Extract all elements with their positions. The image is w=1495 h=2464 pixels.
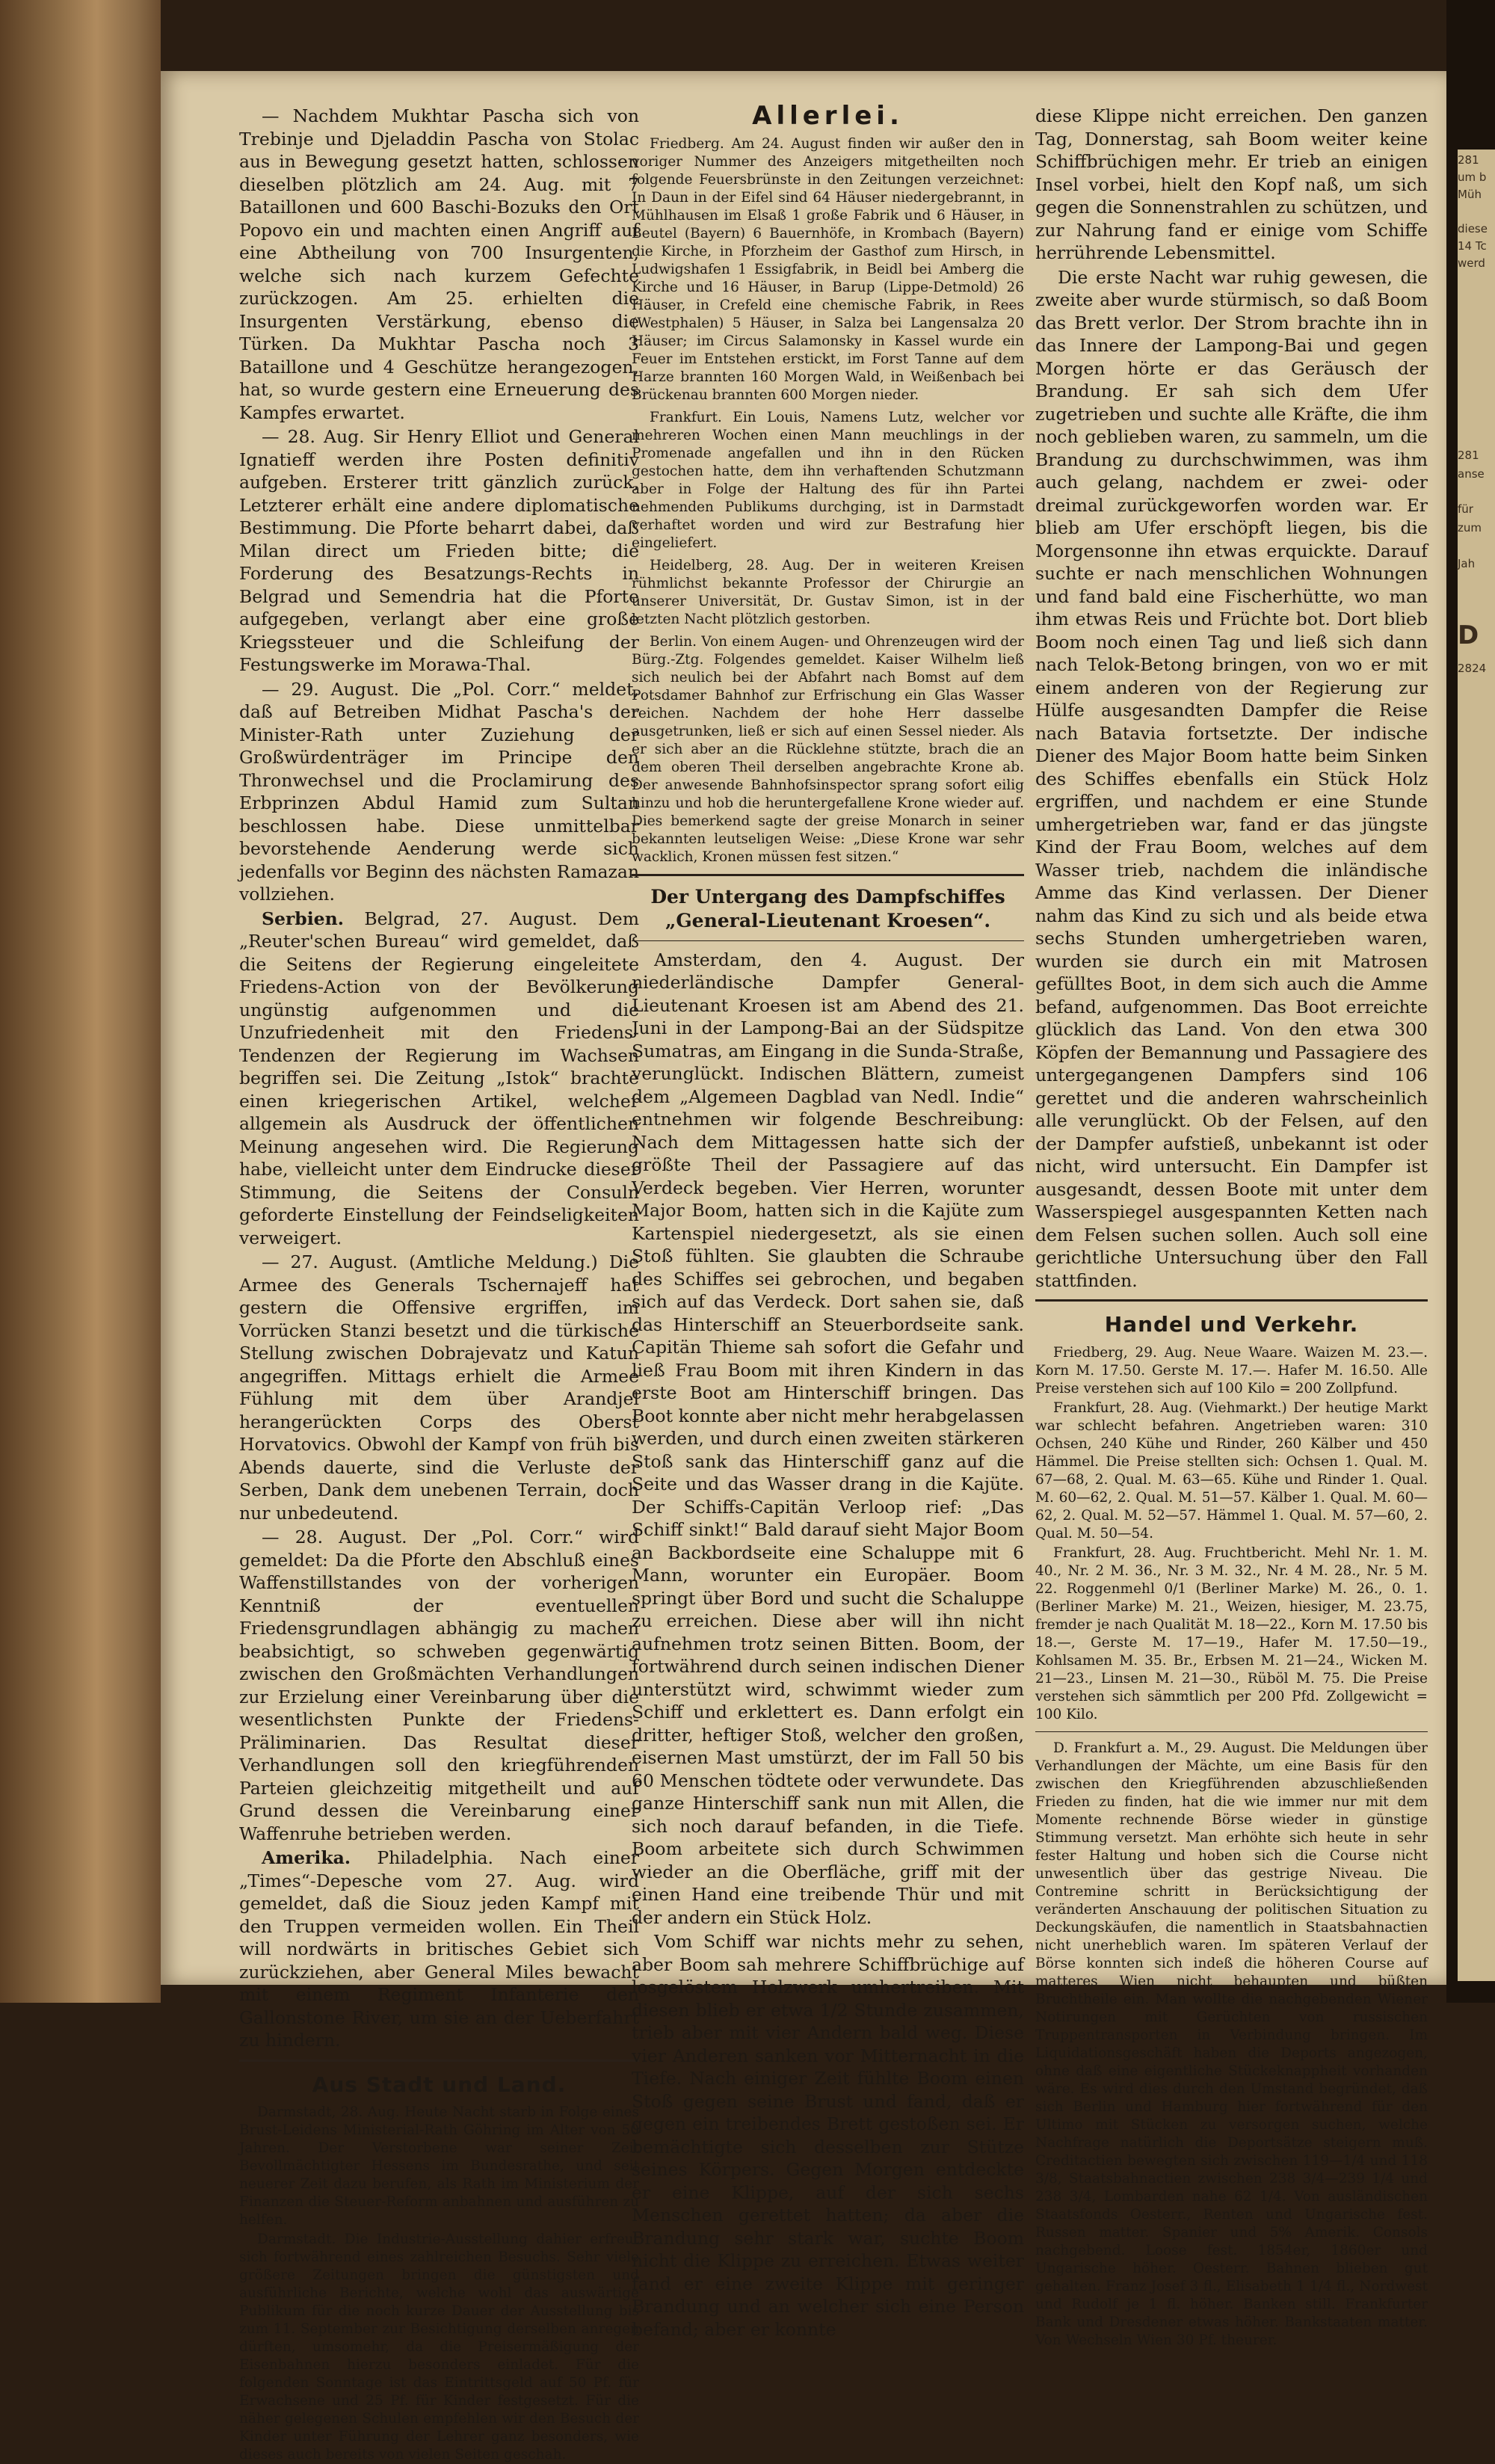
section-allerlei-title: Allerlei. xyxy=(752,101,904,131)
article-friedberg-feuer: Friedberg. Am 24. August finden wir außer den in voriger Nummer des Anzeigers mitgetheilten noch folgende Feuersbrünste in den Zeitungen verzeichnet: In Daun in der Eifel sind 64 Häuser niedergebrannt, in Mühlhausen im Elsaß 1 große Fabrik und 6 Häuser, in Beutel (Bayern) 6 Bauernhöfe, in Krombach (Bayern) die Kirche, in Pforzheim der Gasthof zum Hirsch, in Ludwigshafen 1 Essigfabrik, in Beidl bei Amberg die Kirche und 16 Häuser, in Barup (Lippe-Detmold) 26 Häuser, in Crefeld eine chemische Fabrik, in Rees (Westphalen) 5 Häuser, in Salza bei Langensalza 20 Häuser; im Circus Salamonsky in Kassel wurde ein Feuer im Entstehen erstickt, im Forst Tanne auf dem Harze brannten 160 Morgen Wald, in Weißenbach bei Brückenau brannten 600 Morgen nieder. xyxy=(632,135,1024,403)
section-untergang-title: Der Untergang des Dampfschiffes „General-Lieutenant Kroesen“. xyxy=(650,885,1005,931)
adjacent-fragment: 281 xyxy=(1458,153,1479,167)
section-amerika-title: Amerika. xyxy=(262,1847,351,1868)
adjacent-fragment: 2824 xyxy=(1458,662,1487,675)
article-untergang-part1: Amsterdam, den 4. August. Der niederländische Dampfer General-Lieutenant Kroesen ist am Abend des 21. Juni in der Lampong-Bai an der Südspitze Sumatras, am Eingang in die Sunda-Straße, verunglückt. Indischen Blättern, zumeist dem „Algemeen Dagblad van Nedl. Indie“ entnehmen wir folgende Beschreibung: Nach dem Mittagessen hatte sich der größte Theil der Passagiere auf das Verdeck begeben. Vier Herren, worunter Major Boom, hatten sich in die Kajüte zum Kartenspiel niedergesetzt, als sie einen Stoß fühlten. Sie glaubten die Schraube des Schiffes sei gebrochen, und begaben sich auf das Verdeck. Dort sahen sie, daß das Hinterschiff an Steuerbordseite sank. Capitän Thieme sah sofort die Gefahr und ließ Frau Boom mit ihren Kindern in das erste Boot am Hinterschiff bringen. Das Boot konnte aber nicht mehr herabgelassen werden, und durch einen zweiten stärkeren Stoß sank das Hinterschiff ganz auf die Seite und das Wasser drang in die Kajüte. Der Schiffs-Capitän Verloop rief: „Das Schiff sinkt!“ Bald darauf sieht Major Boom an Backbordseite eine Schaluppe mit 6 Mann, worunter ein Europäer. Boom springt über Bord und sucht die Schaluppe zu erreichen. Diese aber will ihn nicht aufnehmen trotz seinen Bitten. Boom, der fortwährend durch seinen indischen Diener unterstützt wird, schwimmt wieder zum Schiff und erklettert es. Dann erfolgt ein dritter, heftiger Stoß, welcher den großen, eisernen Mast umstürzt, der im Fall 50 bis 60 Menschen tödtete oder verwundete. Das ganze Hinterschiff sank nun mit Allen, die sich noch darauf befanden, in die Tiefe. Boom arbeitete sich durch Schwimmen wieder an die Oberfläche, griff mit der einen Hand eine treibende Thür und mit der andern ein Stück Holz. xyxy=(632,949,1024,1928)
stadt-und-land-block xyxy=(239,2104,639,2464)
article-untergang-cont2: Die erste Nacht war ruhig gewesen, die zweite aber wurde stürmisch, so daß Boom das Brett verlor. Der Strom brachte ihn in das Innere der Lampong-Bai und gegen Morgen hörte er das Geräusch der Brandung. Er sah sich dem Ufer zugetrieben und suchte alle Kräfte, die ihm noch geblieben waren, zu sammeln, um die Brandung zu durchschwimmen, was ihm auch gelang, nachdem er zwei- oder dreimal zurückgeworfen worden war. Er blieb am Ufer erschöpft liegen, bis die Morgensonne ihn etwas erquickte. Darauf suchte er nach menschlichen Wohnungen und fand bald eine Fischerhütte, wo man ihm etwas Reis und Früchte bot. Dort blieb Boom noch einen Tag und ließ sich dann nach Telok-Betong bringen, von wo er mit einem anderen von der Regierung zur Hülfe ausgesandten Dampfer die Reise nach Batavia fortsetzte. Der indische Diener des Major Boom hatte beim Sinken des Schiffes ebenfalls ein Stück Holz ergriffen, und nachdem er eine Stunde umhergetrieben war, fand er das jüngste Kind der Frau Boom, welches auf dem Wasser trieb, nachdem die inländische Amme das Kind verlassen. Der Diener nahm das Kind zu sich und als beide etwa sechs Stunden umhergetrieben waren, wurden sie durch ein mit Matrosen gefülltes Boot, in dem sich auch die Amme befand, aufgenommen. Das Boot erreichte glücklich das Land. Von den etwa 300 Köpfen der Bemannung und Passagiere des untergegangenen Dampfers sind 106 gerettet und die anderen wahrscheinlich alle verunglückt. Ob der Felsen, auf den der Dampfer aufstieß, unbekannt ist oder nicht, wird untersucht. Ein Dampfer ist ausgesandt, dessen Boote mit unter dem Wasserspiegel ausgespannten Ketten nach dem Felsen suchen sollen. Auch soll eine gerichtliche Untersuchung über den Fall stattfinden. xyxy=(1035,266,1428,1291)
article-waffenstillstand: — 28. August. Der „Pol. Corr.“ wird gemeldet: Da die Pforte den Abschluß eines Waffenstillstandes von der vorherigen Kenntniß der eventuellen Friedensgrundlagen abhängig zu machen beabsichtigt, so schweben gegenwärtig zwischen den Großmächten Verhandlungen zur Erzielung einer Vereinbarung über die wesentlichsten Punkte der Friedens-Präliminarien. Das Resultat dieser Verhandlungen soll den kriegführenden Parteien gleichzeitig mitgetheilt und auf Grund dessen die Vereinbarung einer Waffenruhe betrieben werden. xyxy=(239,1527,639,1844)
article-darmstadt-goehring: Darmstadt, 28. Aug. Heute Nacht starb in Folge eines Brust-Leidens Ministerial-Rath Göhring im Alter von 50 Jahren. Der Verstorbene war seiner Zeit Bevollmächtigter Hessens im Bundesrathe, und seit neuerer Zeit dazu berufen, als Rath im Ministerium der Finanzen die Steuer-Reform anbahnen und ausführen zu helfen. xyxy=(239,2104,639,2228)
section-divider xyxy=(632,874,1024,876)
adjacent-fragment: zum xyxy=(1458,521,1482,535)
adjacent-fragment: werd xyxy=(1458,256,1485,270)
market-divider xyxy=(1035,1731,1428,1732)
article-amtliche-meldung: — 27. August. (Amtliche Meldung.) Die Armee des Generals Tschernajeff hat gestern die Offensive ergriffen, im Vorrücken Stanzi besetzt und die türkische Stellung zwischen Dobrajevatz und Katun angegriffen. Mittags erhielt die Armee Fühlung mit dem über Arandjel herangerückten Corps des Oberst Horvatovics. Obwohl der Kampf von früh bis Abends dauerte, sind die Verluste der Serben, Dank dem unebenen Terrain, doch nur unbedeutend. xyxy=(239,1251,639,1524)
column-right xyxy=(1035,105,1428,2348)
article-berlin-kaiser: Berlin. Von einem Augen- und Ohrenzeugen wird der Bürg.-Ztg. Folgendes gemeldet. Kaiser Wilhelm ließ sich neulich bei der Abfahrt nach Bomst auf dem Potsdamer Bahnhof zur Erfrischung ein Glas Wasser reichen. Nachdem der hohe Herr dasselbe ausgetrunken, ließ er sich auf einen Sessel nieder. Als er sich aber an die Rücklehne stützte, brach die an dem oberen Theil derselben angebrachte Krone ab. Der anwesende Bahnhofsinspector sprang sofort eilig hinzu und hob die heruntergefallene Krone wieder auf. Dies bemerkend sagte der greise Monarch in seiner bekannten leutseligen Weise: „Diese Krone war sehr wacklich, Kronen müssen fest sitzen.“ xyxy=(632,633,1024,865)
article-trebinje: — Nachdem Mukhtar Pascha sich von Trebinje und Djeladdin Pascha von Stolac aus in Bewegung gesetzt hatten, schlossen dieselben plötzlich am 24. Aug. mit 7 Bataillonen und 600 Baschi-Bozuks den Ort Popovo ein und machten einen Angriff auf eine Abtheilung von 700 Insurgenten, welche sich nach kurzem Gefechte zurückzogen. Am 25. erhielten die Insurgenten Verstärkung, ebenso die Türken. Da Mukhtar Pascha noch 3 Bataillone und 4 Geschütze herangezogen, hat, so wurde gestern eine Erneuerung des Kampfes erwartet. xyxy=(239,105,639,423)
adjacent-fragment: 281 xyxy=(1458,449,1479,462)
article-untergang-part2: Vom Schiff war nichts mehr zu sehen, aber Boom sah mehrere Schiffbrüchige auf losgelöstem Holzwerk umhertreiben. Mit diesen blieb er etwa 1/2 Stunde zusammen, trieb aber mit vier Andern bald weg. Diese vier Anderen sanken vor Mitternacht in die Tiefe. Nach einiger Zeit fühlte Boom einen Stoß gegen seine Brust und fand, daß er gegen ein treibendes Brett gestoßen sei. Er bemächtigte sich desselben zur Stütze seines Körpers. Gegen Morgen entdeckte er eine Klippe, auf der sich sechs Menschen gerettet hatten; da aber die Brandung sehr stark war, suchte Boom nicht die Klippe zu erreichen. Etwas weiter fand er eine zweite Klippe mit geringer Brandung und an welcher sich eine Person befand; aber er konnte xyxy=(632,1931,1024,2340)
column-left xyxy=(239,105,639,2463)
article-amerika xyxy=(239,1847,639,2052)
allerlei-block xyxy=(632,135,1024,866)
market-friedberg: Friedberg, 29. Aug. Neue Waare. Waizen M. 23.—. Korn M. 17.50. Gerste M. 17.—. Hafer M. 16.50. Alle Preise verstehen sich auf 100 Kilo = 200 Zollpfund. xyxy=(1035,1344,1428,1396)
adjacent-fragment: 14 Tc xyxy=(1458,239,1487,253)
adjacent-fragment: Jah xyxy=(1458,557,1476,570)
article-darmstadt-ausstellung: Darmstadt. Die Industrie-Ausstellung dahier erfreut sich fortwährend eines zahlreichen Besuchs. Sehr viele größere Zeitungen bringen die günstigsten und ausführliche Berichte, welche wohl das auswärtige Publikum für die noch kurze Dauer der Ausstellung bis zum 11. September zur Besichtigung derselben anregen dürften, umsomehr, da die Preisermäßigung der Eisenbahnen hierzu besonders einladet. Für die folgenden Sonntage ist das Eintrittsgeld auf 50 Pf. für Erwachsene und 25 Pf. für Kinder festgesetzt. Für die näher gelegenen Schulen empfehlen wir den Besuch der Kinder unter Führung der Lehrer ganz besonders, wie dieses auch bereits von vielen Seiten geschah. xyxy=(239,2232,639,2463)
article-heidelberg-simon: Heidelberg, 28. Aug. Der in weiteren Kreisen rühmlichst bekannte Professor der Chirurgie an unserer Universität, Dr. Gustav Simon, ist in der letzten Nacht plötzlich gestorben. xyxy=(632,557,1024,627)
title-underline xyxy=(632,940,1024,941)
section-serbien-title: Serbien. xyxy=(262,908,344,929)
article-frankfurt-lutz: Frankfurt. Ein Louis, Namens Lutz, welcher vor mehreren Wochen einen Mann meuchlings in der Promenade angefallen und ihn in den Rücken gestochen hatte, dem ihn verhaftenden Schutzmann aber in Folge der Haltung des für ihn Partei nehmenden Publikums durchging, ist in Darmstadt verhaftet worden und wird zur Bestrafung hier eingeliefert. xyxy=(632,409,1024,551)
article-elliot-ignatieff: — 28. Aug. Sir Henry Elliot und General Ignatieff werden ihre Posten definitiv aufgeben. Ersterer tritt gänzlich zurück, Letzterer erhält eine andere diplomatische Bestimmung. Die Pforte beharrt dabei, daß Milan direct um Frieden bitte; die Forderung des Besatzungs-Rechts in Belgrad und Semendria hat die Pforte aufgegeben, verlangt aber eine große Kriegssteuer und die Schleifung der Festungswerke im Morawa-Thal. xyxy=(239,426,639,675)
article-untergang-cont1: diese Klippe nicht erreichen. Den ganzen Tag, Donnerstag, sah Boom weiter keine Schiffbrüchigen mehr. Er trieb an einigen Insel vorbei, hielt den Kopf naß, um sich gegen die Sonnenstrahlen zu schützen, und zur Nahrung fand er einige vom Schiffe herrührende Lebensmittel. xyxy=(1035,105,1428,263)
column-middle xyxy=(632,101,1024,2340)
adjacent-fragment: anse xyxy=(1458,467,1485,481)
section-divider xyxy=(1035,1299,1428,1302)
section-handel-title: Handel und Verkehr. xyxy=(1104,1312,1359,1337)
article-midhat-pascha: — 29. August. Die „Pol. Corr.“ meldet, daß auf Betreiben Midhat Pascha's der Minister-Rath unter Zuziehung der Großwürdenträger im Principe den Thronwechsel und die Proclamirung des Erbprinzen Abdul Hamid zum Sultan beschlossen habe. Diese unmittelbar bevorstehende Aenderung werde sich jedenfalls vor Beginn des nächsten Ramazan vollziehen. xyxy=(239,678,639,905)
market-frankfurt-frucht: Frankfurt, 28. Aug. Fruchtbericht. Mehl Nr. 1. M. 40., Nr. 2 M. 36., Nr. 3 M. 32., Nr. 4 M. 28., Nr. 5 M. 22. Roggenmehl 0/1 (Berliner Marke) M. 26., 0. 1. (Berliner Marke) M. 21., Weizen, hiesiger, M. 23.75, fremder je nach Qualität M. 18—22., Korn M. 17.50 bis 18.—, Gerste M. 17—19., Hafer M. 17.50—19., Kohlsamen M. 35. Br., Erbsen M. 21—24., Wicken M. 21—23., Linsen M. 21—30., Rüböl M. 75. Die Preise verstehen sich sämmtlich per 200 Pfd. Zollgewicht = 100 Kilo. xyxy=(1035,1544,1428,1722)
adjacent-fragment: diese xyxy=(1458,222,1488,235)
market-frankfurt-vieh: Frankfurt, 28. Aug. (Viehmarkt.) Der heutige Markt war schlecht befahren. Angetrieben waren: 310 Ochsen, 240 Kühe und Rinder, 260 Kälber und 450 Hämmel. Die Preise stellten sich: Ochsen 1. Qual. M. 67—68, 2. Qual. M. 63—65. Kühe und Rinder 1. Qual. M. 60—62, 2. Qual. M. 51—57. Kälber 1. Qual. M. 60—62, 2. Qual. M. 52—57. Hämmel 1. Qual. M. 57—60, 2. Qual. M. 50—54. xyxy=(1035,1399,1428,1541)
handel-block xyxy=(1035,1344,1428,2350)
article-belgrad-text: Belgrad, 27. August. Dem „Reuter'schen Bureau“ wird gemeldet, daß die Seitens der Regierung eingeleitete Friedens-Action von der Bevölkerung ungünstig aufgenommen und die Unzufriedenheit mit den Friedens-Tendenzen der Regierung im Wachsen begriffen sei. Die Zeitung „Istok“ brachte einen kriegerischen Artikel, welcher allgemein als Ausdruck der öffentlichen Meinung angesehen wird. Die Regierung habe, vielleicht unter dem Eindrucke dieser Stimmung, die Seitens der Consuln geforderte Einstellung der Feindseligkeiten verweigert. xyxy=(239,908,639,1248)
section-stadt-und-land-title: Aus Stadt und Land. xyxy=(312,2072,567,2097)
adjacent-fragment: D xyxy=(1458,620,1479,650)
section-divider xyxy=(239,2060,639,2062)
adjacent-fragment: um b xyxy=(1458,170,1487,184)
adjacent-page-edge xyxy=(1458,150,1495,1981)
adjacent-fragment: für xyxy=(1458,502,1473,516)
adjacent-fragment: Müh xyxy=(1458,188,1482,201)
article-serbien xyxy=(239,908,639,1250)
market-frankfurt-boerse: D. Frankfurt a. M., 29. August. Die Meldungen über Verhandlungen der Mächte, um eine Basis für den zwischen den Kriegführenden abzuschließenden Frieden zu finden, hat die wie immer nur mit dem Momente rechnende Börse wieder in günstige Stimmung versetzt. Man erhöhte sich heute in sehr fester Haltung und hoben sich die Course nicht unwesentlich über das gestrige Niveau. Die Contremine schritt in Berücksichtigung der veränderten Anschauung der politischen Situation zu Deckungskäufen, die namentlich in Staatsbahnactien nicht unerheblich waren. Im späteren Verlauf der Börse konnten sich indeß die höheren Course auf matteres Wien nicht behaupten und büßten Bruchtheile ein. Man wollte die nachgebenden Wiener Notirungen mit Gerüchten von russischen Truppentransporten in Verbindung bringen. Im Liquidationsgeschäft haben die Deports angezogen, ohne daß eine eigentliche Stückeknappheit vorhanden wäre. Es wird dies durch den Umstand begründet, daß sich Berlin und Hamburg hier fortwährend für den Ultimo mit Stücken zu versorgen suchen, welche Nachfrage natürlich die Deportsätze steigern muß. Creditactien bewegten sich zwischen 119—1/4 und 118 3/8, Staatsbahnactien zwischen 238 3/4—239 1/4 und 238 3/4, Lombarden nahe 62 1/4. Von ausländischen Staatsfonds Oesterr., Renten und Ungarische fest. Russen matter. Spanier und 5% Amerik. Consols nachgebend. Loose fest. 1854er, 1860er und Ungarische höher. Oesterr. Bahnen blieben gut gehalten. Franz Josef 3 fl., Elisabeth 1 1/4 fl., Nordwest und Rudolf je 1 fl. höher. Banken still. Frankfurter Bank und Dresdener etwas höher. Bankstaaten matter. Von Wechseln Wien 30 Pf. theurer. xyxy=(1035,1740,1428,2348)
book-spine xyxy=(0,0,161,2003)
article-philadelphia-text: Philadelphia. Nach einer „Times“-Depesche vom 27. Aug. wird gemeldet, daß die Siouz jeden Kampf mit den Truppen vermeiden wollen. Ein Theil will nordwärts in britisches Gebiet sich zurückziehen, aber General Miles bewacht mit einem Regiment Infanterie den Gallonstone River, um sie an der Ueberfahrt zu hindern. xyxy=(239,1847,639,2051)
